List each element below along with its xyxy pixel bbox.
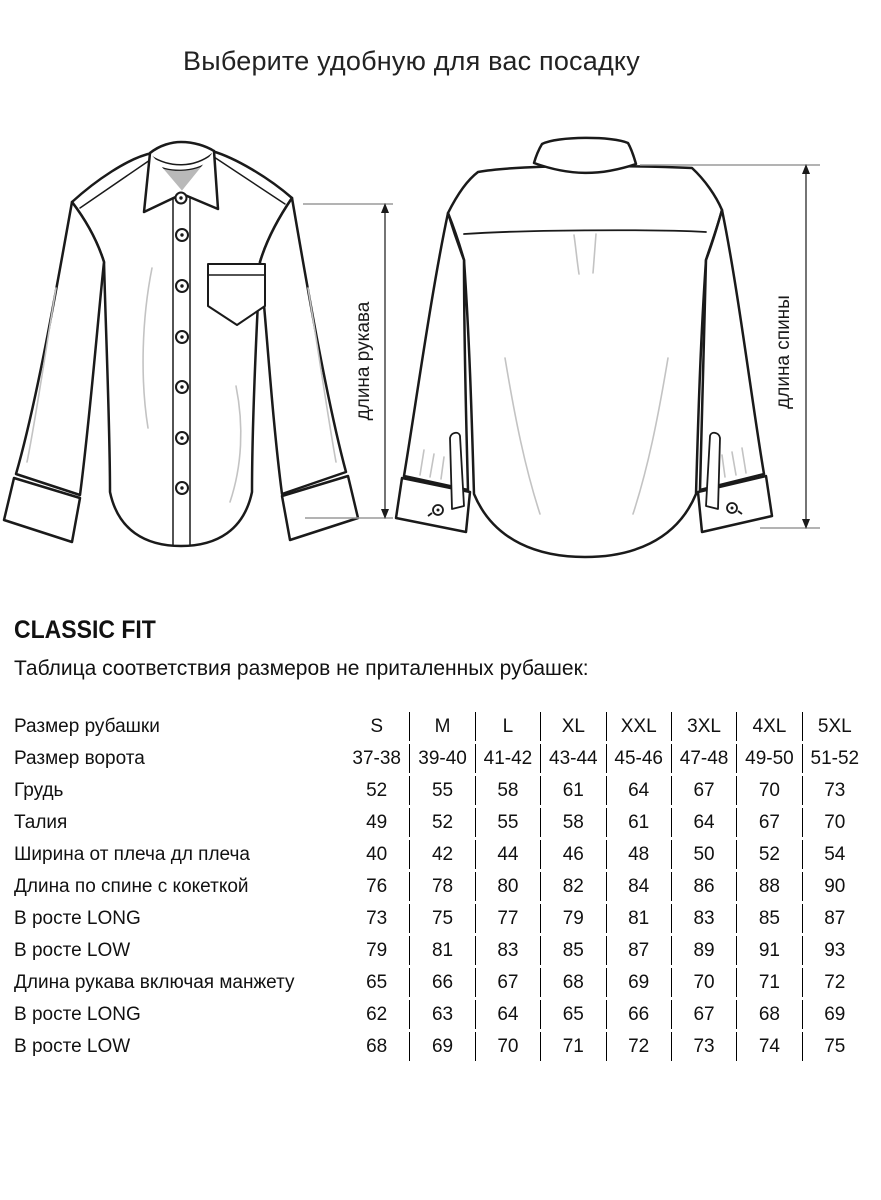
- table-subtitle: Таблица соответствия размеров не приталенных рубашек:: [14, 657, 589, 680]
- row-label: Длина рукава включая манжету: [14, 971, 295, 993]
- size-cell: 73: [671, 1032, 736, 1061]
- size-cell: 42: [409, 840, 474, 869]
- size-cell: 61: [540, 776, 605, 805]
- size-cell: 73: [802, 776, 867, 805]
- size-cell: 68: [366, 1035, 388, 1057]
- back-shirt-drawing: [396, 138, 772, 557]
- size-cell: 87: [802, 904, 867, 933]
- size-cell: 70: [736, 776, 801, 805]
- row-label: Размер рубашки: [14, 715, 160, 737]
- size-cell: 68: [736, 1000, 801, 1029]
- size-cell: 69: [802, 1000, 867, 1029]
- size-cell: 67: [475, 968, 540, 997]
- table-row: [14, 712, 867, 741]
- size-cell: 49: [366, 811, 388, 833]
- table-row: [14, 776, 867, 805]
- row-label: Ширина от плеча дл плеча: [14, 843, 250, 865]
- size-cell: 41-42: [475, 744, 540, 773]
- size-cell: 47-48: [671, 744, 736, 773]
- size-cell: 50: [671, 840, 736, 869]
- size-cell: S: [370, 715, 384, 737]
- row-label: Размер ворота: [14, 747, 145, 769]
- size-cell: 65: [540, 1000, 605, 1029]
- size-cell: 69: [409, 1032, 474, 1061]
- row-label: Талия: [14, 811, 68, 833]
- size-cell: 65: [366, 971, 388, 993]
- size-cell: 58: [475, 776, 540, 805]
- front-shirt-drawing: [4, 142, 358, 546]
- table-row: [14, 936, 867, 965]
- size-cell: 55: [409, 776, 474, 805]
- size-cell: 58: [540, 808, 605, 837]
- size-cell: 85: [736, 904, 801, 933]
- size-cell: 87: [606, 936, 671, 965]
- size-cell: 74: [736, 1032, 801, 1061]
- table-row: [14, 872, 867, 901]
- size-cell: 70: [802, 808, 867, 837]
- size-cell: 81: [606, 904, 671, 933]
- size-cell: 83: [475, 936, 540, 965]
- size-cell: 39-40: [409, 744, 474, 773]
- page-title: Выберите удобную для вас посадку: [183, 46, 640, 76]
- table-row: [14, 840, 867, 869]
- table-row: [14, 808, 867, 837]
- size-cell: 80: [475, 872, 540, 901]
- size-cell: 91: [736, 936, 801, 965]
- size-cell: 75: [409, 904, 474, 933]
- size-cell: 84: [606, 872, 671, 901]
- row-label: В росте LONG: [14, 907, 141, 929]
- size-cell: 52: [736, 840, 801, 869]
- table-row: [14, 968, 867, 997]
- size-cell: 67: [671, 776, 736, 805]
- size-cell: 64: [671, 808, 736, 837]
- size-cell: XXL: [606, 712, 671, 741]
- size-cell: 82: [540, 872, 605, 901]
- size-cell: 79: [366, 939, 388, 961]
- size-cell: 71: [540, 1032, 605, 1061]
- table-row: [14, 904, 867, 933]
- size-cell: 51-52: [802, 744, 867, 773]
- size-cell: 52: [366, 779, 388, 801]
- size-cell: 72: [606, 1032, 671, 1061]
- row-label: Длина по спине с кокеткой: [14, 875, 249, 897]
- size-cell: 67: [671, 1000, 736, 1029]
- size-cell: 90: [802, 872, 867, 901]
- shirt-diagrams: [0, 118, 881, 570]
- size-cell: 44: [475, 840, 540, 869]
- size-cell: 48: [606, 840, 671, 869]
- size-cell: 93: [802, 936, 867, 965]
- back-collar: [534, 138, 636, 173]
- size-cell: 63: [409, 1000, 474, 1029]
- row-label: В росте LONG: [14, 1003, 141, 1025]
- size-cell: 75: [802, 1032, 867, 1061]
- size-cell: 88: [736, 872, 801, 901]
- size-cell: M: [409, 712, 474, 741]
- size-cell: L: [475, 712, 540, 741]
- table-row: [14, 744, 867, 773]
- size-cell: 43-44: [540, 744, 605, 773]
- size-cell: 69: [606, 968, 671, 997]
- size-cell: 76: [366, 875, 388, 897]
- classic-fit-heading: CLASSIC FIT: [14, 616, 156, 644]
- size-cell: 85: [540, 936, 605, 965]
- table-row: [14, 1032, 867, 1061]
- size-cell: 70: [671, 968, 736, 997]
- size-cell: 64: [475, 1000, 540, 1029]
- size-cell: 66: [606, 1000, 671, 1029]
- size-cell: 62: [366, 1003, 388, 1025]
- table-row: [14, 1000, 867, 1029]
- row-label: В росте LOW: [14, 939, 131, 961]
- size-cell: 3XL: [671, 712, 736, 741]
- size-cell: 77: [475, 904, 540, 933]
- size-cell: 52: [409, 808, 474, 837]
- size-cell: 5XL: [802, 712, 867, 741]
- size-cell: 68: [540, 968, 605, 997]
- row-label: В росте LOW: [14, 1035, 131, 1057]
- size-cell: 72: [802, 968, 867, 997]
- size-cell: 55: [475, 808, 540, 837]
- size-cell: 54: [802, 840, 867, 869]
- size-cell: 4XL: [736, 712, 801, 741]
- size-cell: 81: [409, 936, 474, 965]
- size-cell: 49-50: [736, 744, 801, 773]
- size-cell: 45-46: [606, 744, 671, 773]
- back-length-label: длина спины: [773, 295, 794, 409]
- size-cell: 64: [606, 776, 671, 805]
- size-cell: 46: [540, 840, 605, 869]
- size-cell: 67: [736, 808, 801, 837]
- size-cell: 73: [366, 907, 388, 929]
- size-cell: 86: [671, 872, 736, 901]
- size-cell: 71: [736, 968, 801, 997]
- size-cell: 78: [409, 872, 474, 901]
- sleeve-length-label: длина рукава: [353, 301, 374, 421]
- size-cell: 83: [671, 904, 736, 933]
- size-cell: 89: [671, 936, 736, 965]
- size-cell: 40: [366, 843, 388, 865]
- size-cell: XL: [540, 712, 605, 741]
- row-label: Грудь: [14, 779, 64, 801]
- size-cell: 66: [409, 968, 474, 997]
- size-cell: 70: [475, 1032, 540, 1061]
- size-cell: 61: [606, 808, 671, 837]
- size-cell: 37-38: [352, 747, 401, 769]
- size-table: [14, 709, 867, 1064]
- size-cell: 79: [540, 904, 605, 933]
